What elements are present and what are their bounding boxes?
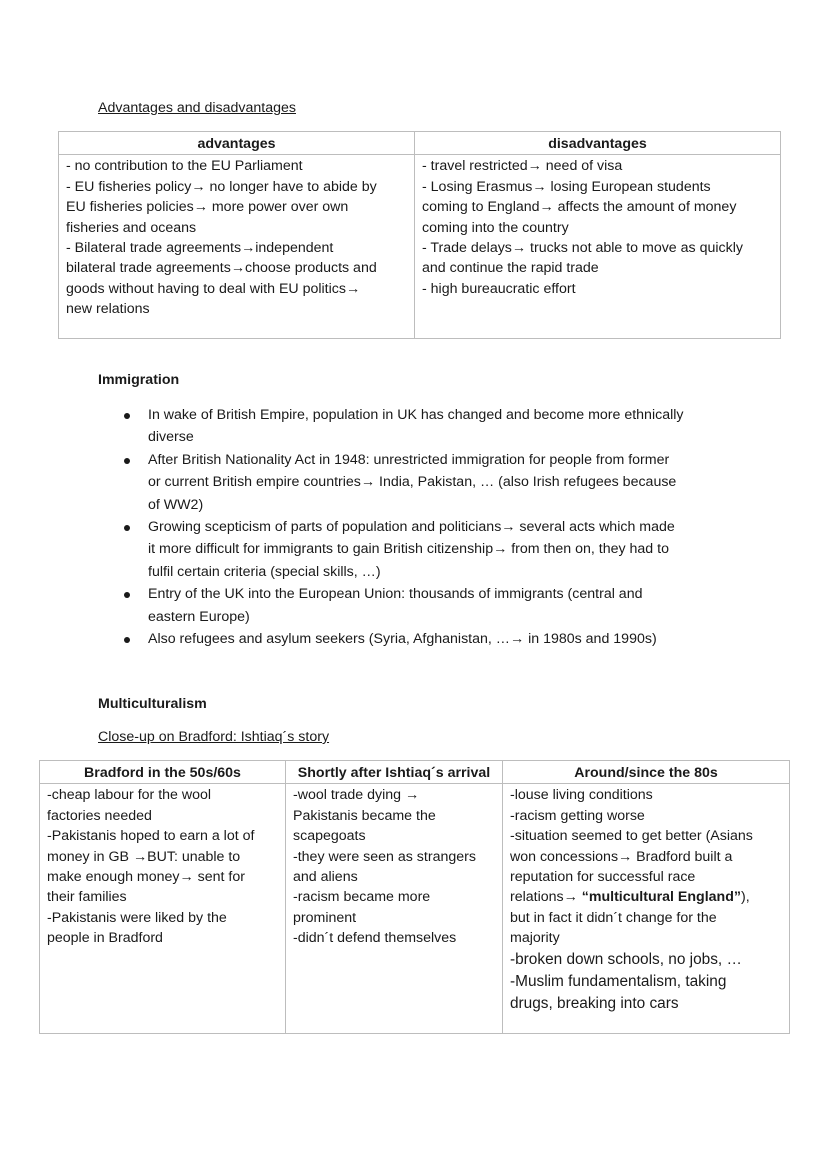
text-line: -broken down schools, no jobs, …	[510, 950, 742, 968]
text-line: prominent	[293, 909, 357, 926]
text-line: In wake of British Empire, population in UK has changed and become more ethnically	[148, 407, 684, 423]
text-line: and continue the rapid trade	[422, 260, 599, 277]
list-item	[98, 404, 758, 449]
text-line: won concessions→ Bradford built a	[510, 848, 733, 865]
bullet-icon	[124, 637, 130, 643]
text-line: Also refugees and asylum seekers (Syria, Afghanistan, …→ in 1980s and 1990s)	[148, 631, 657, 648]
text-line	[510, 887, 782, 907]
bradford-50s-cell	[40, 784, 286, 1034]
text-line: - Bilateral trade agreements→independent	[66, 240, 334, 257]
bullet-icon	[124, 458, 130, 464]
text-line: -Muslim fundamentalism, taking	[510, 972, 727, 990]
text-line: fulfil certain criteria (special skills, …)	[148, 563, 381, 580]
text-line: -racism getting worse	[510, 807, 645, 824]
text-line: -they were seen as strangers	[293, 848, 476, 865]
subheading-bradford: Close-up on Bradford: Ishtiaq´s story	[98, 729, 330, 745]
text-line: new relations	[66, 301, 150, 318]
text-line: or current British empire countries→ India, Pakistan, … (also Irish refugees because	[148, 474, 677, 491]
text-line: Pakistanis became the	[293, 807, 436, 824]
list-item	[98, 516, 758, 583]
column-header-since-80s: Around/since the 80s	[503, 761, 790, 784]
bullet-icon	[124, 413, 130, 419]
text-line: -wool trade dying →	[293, 787, 420, 804]
text-line: - travel restricted→ need of visa	[422, 158, 623, 175]
since-80s-cell	[503, 784, 790, 1034]
text-line: bilateral trade agreements→choose products and	[66, 260, 377, 277]
text-line: - high bureaucratic effort	[422, 280, 576, 297]
text-line: -racism became more	[293, 889, 431, 906]
text-line: EU fisheries policies→ more power over own	[66, 199, 349, 216]
list-item	[98, 449, 758, 516]
text-line: - Trade delays→ trucks not able to move as quickly	[422, 240, 743, 257]
column-header-advantages: advantages	[59, 132, 415, 155]
section-heading-advantages: Advantages and disadvantages	[98, 100, 296, 116]
text-line: - Losing Erasmus→ losing European students	[422, 178, 711, 195]
text-line: After British Nationality Act in 1948: unrestricted immigration for people from former	[148, 451, 670, 468]
text-line: make enough money→ sent for	[47, 869, 245, 886]
bradford-table	[39, 760, 790, 1034]
text-fragment: ),	[741, 889, 750, 906]
text-line: - no contribution to the EU Parliament	[66, 158, 303, 175]
list-item	[98, 628, 758, 650]
text-line: -cheap labour for the wool	[47, 787, 212, 804]
bullet-icon	[124, 592, 130, 598]
text-line: it more difficult for immigrants to gain British citizenship→ from then on, they had to	[148, 541, 669, 558]
list-item	[98, 583, 758, 628]
text-line: majority	[510, 930, 560, 947]
column-header-50s-60s: Bradford in the 50s/60s	[40, 761, 286, 784]
text-line: diverse	[148, 429, 194, 446]
text-line: Entry of the UK into the European Union: thousands of immigrants (central and	[148, 586, 643, 603]
text-line: -didn´t defend themselves	[293, 930, 457, 947]
text-line: coming into the country	[422, 219, 569, 236]
text-line: drugs, breaking into cars	[510, 994, 679, 1012]
disadvantages-cell	[415, 155, 781, 339]
column-header-after-arrival: Shortly after Ishtiaq´s arrival	[286, 761, 503, 784]
text-line: people in Bradford	[47, 930, 163, 947]
text-line: and aliens	[293, 869, 358, 886]
text-line: -Pakistanis were liked by the	[47, 909, 227, 926]
text-line: Growing scepticism of parts of population and politicians→ several acts which made	[148, 519, 675, 536]
text-line: of WW2)	[148, 496, 204, 513]
advantages-table	[58, 131, 781, 339]
bullet-icon	[124, 525, 130, 531]
section-heading-immigration: Immigration	[98, 372, 180, 388]
column-header-disadvantages: disadvantages	[415, 132, 781, 155]
text-line: fisheries and oceans	[66, 219, 197, 236]
section-heading-multiculturalism: Multiculturalism	[98, 696, 207, 712]
text-line: reputation for successful race	[510, 869, 696, 886]
text-line: -situation seemed to get better (Asians	[510, 828, 753, 845]
emphasis-multicultural-england: “multicultural England”	[581, 889, 741, 906]
text-line: - EU fisheries policy→ no longer have to abide by	[66, 178, 377, 195]
text-line: goods without having to deal with EU politics→	[66, 280, 361, 297]
text-line: factories needed	[47, 807, 152, 824]
text-line: money in GB →BUT: unable to	[47, 848, 241, 865]
text-line: their families	[47, 889, 127, 906]
text-line: coming to England→ affects the amount of money	[422, 199, 737, 216]
text-line: scapegoats	[293, 828, 366, 845]
text-line: -Pakistanis hoped to earn a lot of	[47, 828, 255, 845]
text-line: eastern Europe)	[148, 608, 250, 625]
after-arrival-cell	[286, 784, 503, 1034]
immigration-bullet-list	[98, 404, 758, 650]
text-line: -louse living conditions	[510, 787, 653, 804]
text-fragment: relations→	[510, 889, 582, 906]
text-line: but in fact it didn´t change for the	[510, 909, 717, 926]
advantages-cell	[59, 155, 415, 339]
